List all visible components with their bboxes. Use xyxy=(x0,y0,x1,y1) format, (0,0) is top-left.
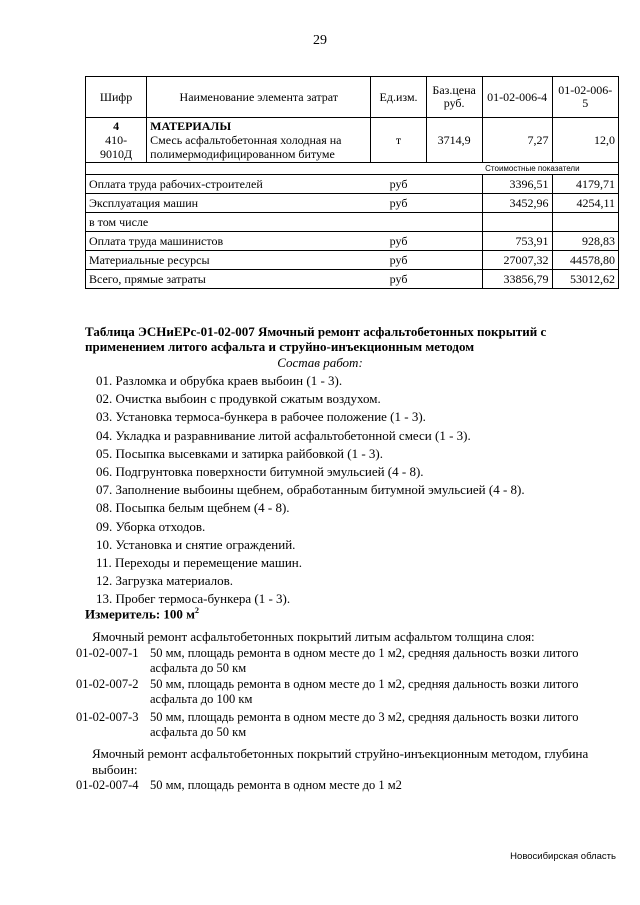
summary-value-1 xyxy=(482,213,552,232)
measure-sup: 2 xyxy=(195,606,200,615)
list-item: 01. Разломка и обрубка краев выбоин (1 - 3). xyxy=(96,373,343,388)
summary-unit: руб xyxy=(371,251,426,270)
summary-row xyxy=(86,270,619,289)
summary-row xyxy=(86,175,619,194)
summary-unit: руб xyxy=(371,270,426,289)
summary-value-1: 753,91 xyxy=(482,232,552,251)
summary-unit: руб xyxy=(371,232,426,251)
materials-heading: МАТЕРИАЛЫ xyxy=(150,119,232,133)
material-row xyxy=(86,118,619,163)
material-code-cell xyxy=(86,118,147,163)
list-item: 03. Установка термоса-бункера в рабочее положение (1 - 3). xyxy=(96,409,426,425)
measure-unit xyxy=(85,606,199,622)
summary-row xyxy=(86,213,619,232)
list-item: 07. Заполнение выбоины щебнем, обработанным битумной эмульсией (4 - 8). xyxy=(96,482,525,498)
section-title: Таблица ЭСНиЕРс-01-02-007 Ямочный ремонт асфальтобетонных покрытий с применением литого асфальта и струйно-инъекционным методом xyxy=(85,324,547,354)
list-item: 10. Установка и снятие ограждений. xyxy=(96,536,296,552)
material-code: 410-9010Д xyxy=(99,133,133,161)
list-item: 13. Пробег термоса-бункера (1 - 3). xyxy=(96,591,291,607)
summary-label: Материальные ресурсы xyxy=(86,251,371,270)
summary-value-2: 53012,62 xyxy=(552,270,619,289)
norm-code: 01-02-007-4 xyxy=(76,778,139,792)
cost-table xyxy=(85,76,619,289)
material-name-cell xyxy=(147,118,371,163)
norm-code: 01-02-007-3 xyxy=(76,710,139,724)
material-name: Смесь асфальтобетонная холодная на полимермодифицированном битуме xyxy=(150,133,342,161)
list-item: 06. Подгрунтовка поверхности битумной эмульсией (4 - 8). xyxy=(96,463,424,479)
summary-label: Оплата труда машинистов xyxy=(86,232,371,251)
list-item: 02. Очистка выбоин с продувкой сжатым воздухом. xyxy=(96,391,381,407)
summary-row xyxy=(86,232,619,251)
summary-value-1: 33856,79 xyxy=(482,270,552,289)
summary-label: Оплата труда рабочих-строителей xyxy=(86,175,371,194)
list-item: 11. Переходы и перемещение машин. xyxy=(96,554,303,570)
header-price: Баз.цена руб. xyxy=(426,77,482,118)
summary-unit xyxy=(371,213,426,232)
intro-cast-asphalt: Ямочный ремонт асфальтобетонных покрытий литым асфальтом толщина слоя: xyxy=(92,629,535,644)
header-code: Шифр xyxy=(86,77,147,118)
summary-value-2: 4254,11 xyxy=(552,194,619,213)
summary-value-1: 3396,51 xyxy=(482,175,552,194)
material-price: 3714,9 xyxy=(426,118,482,163)
summary-value-2: 928,83 xyxy=(552,232,619,251)
summary-unit: руб xyxy=(371,194,426,213)
summary-value-2 xyxy=(552,213,619,232)
intro-injection: Ямочный ремонт асфальтобетонных покрытий струйно-инъекционным методом, глубина выбоин: xyxy=(92,746,589,777)
list-item: 04. Укладка и разравнивание литой асфальтобетонной смеси (1 - 3). xyxy=(96,427,471,443)
material-value-1: 7,27 xyxy=(482,118,552,163)
material-unit: т xyxy=(371,118,426,163)
norm-text: 50 мм, площадь ремонта в одном месте до 3 м2, средняя дальность возки литого асфальта до 50 км xyxy=(150,710,579,739)
list-item: 09. Уборка отходов. xyxy=(96,518,206,534)
measure-label: Измеритель: 100 м xyxy=(85,606,196,622)
summary-label: Эксплуатация машин xyxy=(86,194,371,213)
summary-value-2: 4179,71 xyxy=(552,175,619,194)
summary-row xyxy=(86,194,619,213)
summary-label: Всего, прямые затраты xyxy=(86,270,371,289)
header-col-006-5: 01-02-006-5 xyxy=(552,77,619,118)
norm-text: 50 мм, площадь ремонта в одном месте до 1 м2, средняя дальность возки литого асфальта до 100 км xyxy=(150,677,579,706)
summary-unit: руб xyxy=(371,175,426,194)
summary-row xyxy=(86,251,619,270)
list-item: 12. Загрузка материалов. xyxy=(96,573,233,589)
list-item: 08. Посыпка белым щебнем (4 - 8). xyxy=(96,500,290,516)
footer-region: Новосибирская область xyxy=(510,851,616,862)
norm-code: 01-02-007-1 xyxy=(76,646,139,660)
summary-label: в том числе xyxy=(86,213,371,232)
header-col-006-4: 01-02-006-4 xyxy=(482,77,552,118)
norm-text: 50 мм, площадь ремонта в одном месте до 1 м2, средняя дальность возки литого асфальта до 50 км xyxy=(150,646,579,675)
material-number: 4 xyxy=(113,119,120,133)
summary-value-2: 44578,80 xyxy=(552,251,619,270)
norm-text: 50 мм, площадь ремонта в одном месте до 1 м2 xyxy=(150,778,402,792)
page-number: 29 xyxy=(313,33,327,48)
norm-code: 01-02-007-2 xyxy=(76,677,139,691)
works-list xyxy=(96,372,525,608)
table-header-row xyxy=(86,77,619,118)
material-value-2: 12,0 xyxy=(552,118,619,163)
header-name: Наименование элемента затрат xyxy=(147,77,371,118)
cost-indicators-label: Стоимостные показатели xyxy=(482,163,618,175)
summary-value-1: 27007,32 xyxy=(482,251,552,270)
list-item: 05. Посыпка высевками и затирка райбовкой (1 - 3). xyxy=(96,445,383,461)
header-unit: Ед.изм. xyxy=(371,77,426,118)
cost-indicators-row xyxy=(86,163,619,175)
works-heading: Состав работ: xyxy=(277,355,363,370)
summary-value-1: 3452,96 xyxy=(482,194,552,213)
